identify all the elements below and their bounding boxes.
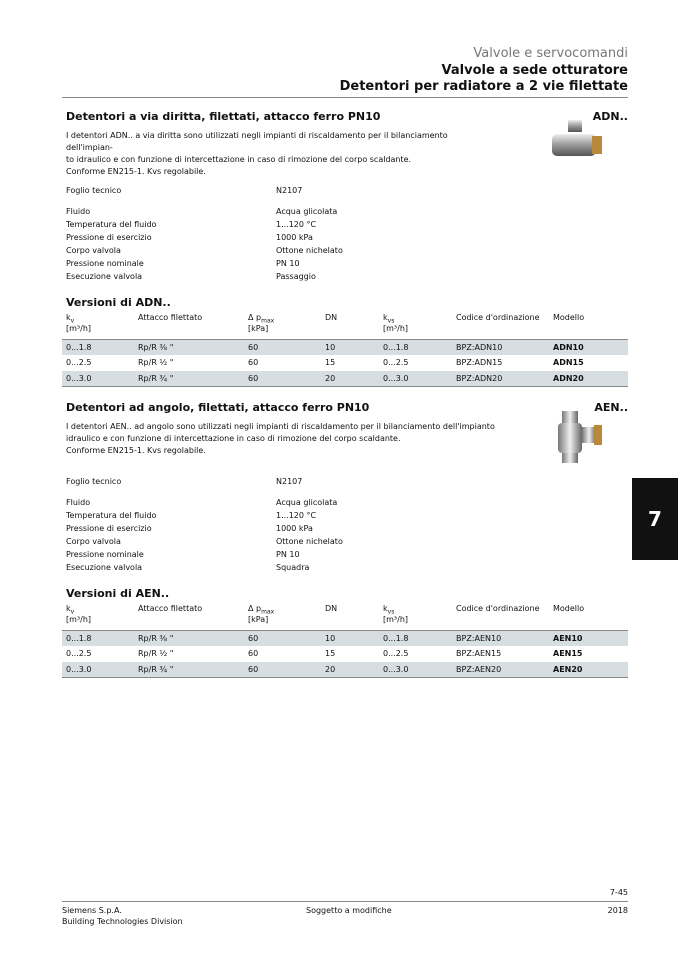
table-cell: 0...2.5 (383, 649, 409, 658)
table-cell: Rp/R ⅜ " (138, 634, 174, 643)
spec-value: 1...120 °C (276, 220, 317, 229)
col-kv: $k_v$ (66, 313, 75, 325)
table-cell: 20 (325, 665, 336, 674)
table-cell: 60 (248, 358, 259, 367)
spec-value: 1000 kPa (276, 233, 313, 242)
table-cell: AEN10 (553, 634, 583, 643)
table-cell: BPZ:ADN15 (456, 358, 503, 367)
header-subcategory: Valvole a sede otturatore (441, 63, 628, 78)
spec-value: Acqua glicolata (276, 207, 338, 216)
table-cell: 20 (325, 374, 336, 383)
col-dp: Δ $p_{max}$ (248, 604, 275, 616)
spec-label: Foglio tecnico (66, 186, 122, 195)
spec-label: Esecuzione valvola (66, 563, 143, 572)
col-kvs-unit: [m³/h] (383, 615, 409, 624)
table-cell: 0...3.0 (66, 374, 92, 383)
col-dp-unit: [kPa] (248, 615, 269, 624)
versions-table (62, 313, 628, 387)
versions-title: Versioni di AEN.. (66, 587, 170, 600)
spec-value: Ottone nichelato (276, 246, 343, 255)
col-dn: DN (325, 313, 338, 322)
col-kvs: $k_{vs}$ (383, 313, 395, 325)
spec-label: Pressione di esercizio (66, 524, 152, 533)
table-cell: BPZ:AEN15 (456, 649, 502, 658)
table-cell: AEN15 (553, 649, 583, 658)
table-cell: BPZ:ADN10 (456, 343, 503, 352)
description-line: Conforme EN215-1. Kvs regolabile. (66, 167, 206, 176)
product-section (0, 110, 678, 400)
table-cell: 0...2.5 (66, 649, 92, 658)
spec-label: Fluido (66, 207, 91, 216)
table-cell: BPZ:ADN20 (456, 374, 503, 383)
spec-value: Ottone nichelato (276, 537, 343, 546)
footer-division: Building Technologies Division (62, 917, 183, 926)
table-cell: 15 (325, 358, 336, 367)
table-header (62, 313, 628, 339)
page-title: Detentori per radiatore a 2 vie filettate (339, 79, 628, 94)
table-cell: 0...2.5 (383, 358, 409, 367)
spec-label: Temperatura del fluido (66, 511, 157, 520)
footer-company: Siemens S.p.A. (62, 906, 122, 915)
spec-label: Esecuzione valvola (66, 272, 143, 281)
table-cell: 15 (325, 649, 336, 658)
table-cell: Rp/R ¾ " (138, 665, 174, 674)
product-section (0, 401, 678, 691)
spec-value: 1000 kPa (276, 524, 313, 533)
table-cell: 10 (325, 634, 336, 643)
table-cell: ADN20 (553, 374, 584, 383)
table-cell: 0...1.8 (383, 634, 409, 643)
description-line: idraulico e con funzione di intercettazione in caso di rimozione del corpo scaldante. (66, 434, 401, 443)
col-kv-unit: [m³/h] (66, 324, 92, 333)
col-attacco: Attacco filettato (138, 604, 203, 613)
table-cell: 0...1.8 (66, 634, 92, 643)
col-modello: Modello (553, 313, 585, 322)
table-cell: 60 (248, 649, 259, 658)
spec-label: Fluido (66, 498, 91, 507)
valve-product-image (548, 409, 604, 459)
table-row (62, 339, 628, 355)
spec-label: Pressione nominale (66, 259, 144, 268)
description-line: Conforme EN215-1. Kvs regolabile. (66, 446, 206, 455)
table-cell: Rp/R ½ " (138, 358, 174, 367)
table-cell: ADN10 (553, 343, 584, 352)
table-cell: 60 (248, 634, 259, 643)
spec-value: Acqua glicolata (276, 498, 338, 507)
col-kvs-unit: [m³/h] (383, 324, 409, 333)
col-modello: Modello (553, 604, 585, 613)
col-dp-unit: [kPa] (248, 324, 269, 333)
page-number: 7-45 (609, 888, 628, 897)
spec-value: PN 10 (276, 550, 300, 559)
valve-product-image (548, 118, 604, 168)
spec-label: Temperatura del fluido (66, 220, 157, 229)
section-code: ADN.. (592, 110, 628, 123)
table-cell: BPZ:AEN20 (456, 665, 502, 674)
footer-divider (62, 901, 628, 902)
table-cell: BPZ:AEN10 (456, 634, 502, 643)
section-description (66, 421, 496, 457)
header-category: Valvole e servocomandi (473, 46, 628, 61)
table-row (62, 630, 628, 646)
col-attacco: Attacco filettato (138, 313, 203, 322)
table-header (62, 604, 628, 630)
col-dp: Δ $p_{max}$ (248, 313, 275, 325)
chapter-tab: 7 (632, 478, 678, 560)
spec-value: N2107 (276, 186, 303, 195)
table-cell: 0...1.8 (66, 343, 92, 352)
spec-label: Foglio tecnico (66, 477, 122, 486)
spec-label: Pressione nominale (66, 550, 144, 559)
col-kvs: $k_{vs}$ (383, 604, 395, 616)
table-cell: 0...3.0 (383, 665, 409, 674)
section-title: Detentori ad angolo, filettati, attacco ferro PN10 (66, 401, 370, 414)
table-cell: Rp/R ⅜ " (138, 343, 174, 352)
spec-value: Squadra (276, 563, 310, 572)
footer-note: Soggetto a modifiche (306, 906, 392, 915)
description-line: I detentori AEN.. ad angolo sono utilizzati negli impianti di riscaldamento per il bilanciamento dell'impianto (66, 422, 495, 431)
description-line: I detentori ADN.. a via diritta sono utilizzati negli impianti di riscaldamento per il bilanciamento dell'impian- (66, 131, 448, 152)
versions-table (62, 604, 628, 678)
table-cell: 0...3.0 (383, 374, 409, 383)
col-codice: Codice d'ordinazione (456, 313, 540, 322)
section-description (66, 130, 496, 178)
table-cell: 60 (248, 343, 259, 352)
table-cell: ADN15 (553, 358, 584, 367)
table-cell: AEN20 (553, 665, 583, 674)
table-cell: Rp/R ¾ " (138, 374, 174, 383)
section-title: Detentori a via diritta, filettati, attacco ferro PN10 (66, 110, 381, 123)
spec-value: 1...120 °C (276, 511, 317, 520)
spec-label: Corpo valvola (66, 537, 121, 546)
table-cell: 60 (248, 374, 259, 383)
footer-year: 2018 (607, 906, 628, 915)
table-row (62, 371, 628, 387)
col-kv-unit: [m³/h] (66, 615, 92, 624)
col-kv: $k_v$ (66, 604, 75, 616)
col-dn: DN (325, 604, 338, 613)
spec-label: Corpo valvola (66, 246, 121, 255)
header-divider (62, 97, 628, 98)
spec-label: Pressione di esercizio (66, 233, 152, 242)
table-cell: 0...2.5 (66, 358, 92, 367)
table-cell: 0...3.0 (66, 665, 92, 674)
table-row (62, 662, 628, 678)
spec-value: Passaggio (276, 272, 316, 281)
col-codice: Codice d'ordinazione (456, 604, 540, 613)
description-line: to idraulico e con funzione di intercettazione in caso di rimozione del corpo scaldante. (66, 155, 412, 164)
spec-value: PN 10 (276, 259, 300, 268)
table-row (62, 355, 628, 371)
spec-value: N2107 (276, 477, 303, 486)
table-cell: 60 (248, 665, 259, 674)
section-code: AEN.. (594, 401, 628, 414)
table-row (62, 646, 628, 662)
table-cell: Rp/R ½ " (138, 649, 174, 658)
versions-title: Versioni di ADN.. (66, 296, 171, 309)
table-cell: 10 (325, 343, 336, 352)
table-cell: 0...1.8 (383, 343, 409, 352)
